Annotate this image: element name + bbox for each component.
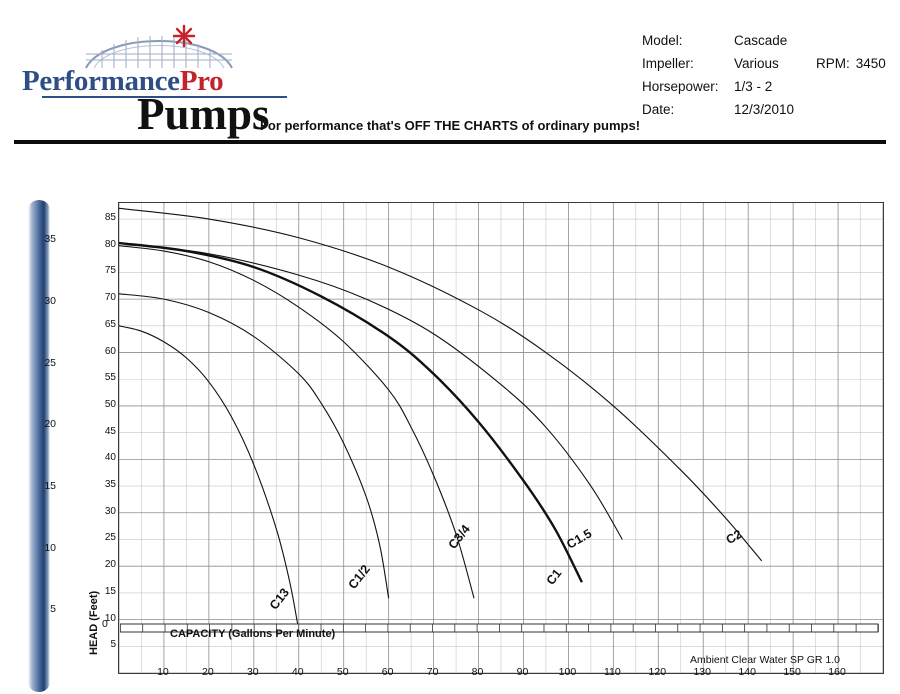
head-tick: 25 — [104, 532, 116, 544]
head-axis-label: HEAD (Feet) — [88, 590, 100, 655]
logo-brand-performance: Performance — [22, 65, 180, 97]
capacity-tick: 20 — [202, 666, 214, 678]
pressure-tick: 25 — [44, 356, 56, 369]
spec-row — [642, 76, 890, 97]
tagline: For performance that's OFF THE CHARTS of ordinary pumps! — [259, 118, 641, 133]
spec-label: Impeller: — [642, 56, 694, 71]
pressure-tick: 20 — [44, 418, 56, 431]
spec-extra-label — [816, 76, 854, 97]
capacity-tick: 140 — [738, 666, 756, 678]
capacity-tick: 150 — [783, 666, 801, 678]
spec-extra-value — [856, 99, 890, 120]
capacity-tick: 60 — [381, 666, 394, 678]
curve-C1 — [119, 243, 582, 582]
head-tick: 70 — [104, 292, 116, 304]
capacity-tick: 40 — [291, 666, 304, 678]
spec-value: 12/3/2010 — [734, 102, 795, 117]
pressure-tick: 30 — [44, 294, 56, 307]
pressure-tick: 10 — [44, 541, 56, 554]
red-star-icon — [174, 26, 194, 46]
capacity-axis-origin: 0 — [102, 618, 108, 630]
curve-label-C2: C2 — [723, 526, 745, 548]
spec-extra-value: 3450 — [855, 56, 886, 71]
spec-value: Various — [734, 56, 779, 71]
page-header — [0, 0, 900, 145]
head-tick: 65 — [104, 318, 116, 330]
spec-extra-value — [856, 30, 890, 51]
capacity-tick: 110 — [603, 666, 621, 678]
curve-label-C15: C1.5 — [564, 526, 595, 552]
curve-label-C13: C13 — [266, 585, 293, 613]
performance-chart — [0, 150, 900, 694]
pressure-tick: 35 — [44, 233, 56, 246]
curve-C15 — [119, 243, 622, 539]
head-tick: 10 — [104, 612, 116, 624]
spec-extra-label — [816, 30, 854, 51]
spec-value: Cascade — [734, 33, 788, 48]
spec-row — [642, 53, 890, 74]
head-tick: 60 — [104, 345, 116, 357]
spec-label: Model: — [642, 33, 683, 48]
capacity-tick: 50 — [336, 666, 349, 678]
head-tick: 20 — [104, 559, 116, 571]
spec-row — [642, 99, 890, 120]
arch-bridge-icon — [84, 24, 234, 70]
curve-label-C12: C1/2 — [345, 562, 373, 592]
spec-label: Horsepower: — [642, 79, 719, 94]
logo-brand-pumps: Pumps — [137, 89, 270, 139]
curve-C2 — [119, 208, 762, 560]
capacity-tick: 10 — [157, 666, 169, 678]
capacity-tick: 90 — [516, 666, 529, 678]
spec-label: Date: — [642, 102, 675, 117]
pressure-tick: 5 — [50, 603, 56, 616]
curve-label-C34: C3/4 — [445, 522, 473, 552]
capacity-tick: 70 — [426, 666, 439, 678]
head-tick: 80 — [104, 238, 116, 250]
head-tick: 50 — [104, 398, 116, 410]
curve-C34 — [119, 246, 474, 599]
spec-extra-label — [816, 99, 854, 120]
head-tick: 45 — [104, 425, 116, 437]
pressure-gradient-bar — [28, 200, 50, 692]
spec-row — [642, 30, 890, 51]
spec-extra-value — [856, 76, 890, 97]
capacity-tick: 80 — [471, 666, 484, 678]
pressure-tick: 15 — [44, 479, 56, 492]
capacity-tick: 100 — [558, 666, 577, 678]
capacity-tick: 160 — [828, 666, 846, 678]
spec-extra-label: RPM: — [816, 56, 850, 71]
company-logo — [22, 18, 302, 139]
capacity-tick: 130 — [693, 666, 711, 678]
plot-svg — [119, 203, 883, 673]
spec-table — [640, 28, 892, 122]
capacity-tick: 120 — [648, 666, 667, 678]
spec-value: 1/3 - 2 — [734, 79, 773, 94]
head-tick: 35 — [104, 479, 116, 491]
head-tick: 15 — [104, 585, 116, 597]
header-divider — [14, 140, 886, 144]
chart-footnote: Ambient Clear Water SP GR 1.0 — [690, 654, 840, 666]
plot-area — [118, 202, 884, 674]
head-tick: 40 — [104, 452, 116, 464]
curve-label-C1: C1 — [543, 566, 565, 588]
head-tick: 85 — [104, 212, 116, 224]
head-tick: 75 — [104, 265, 116, 277]
capacity-axis-label: CAPACITY (Gallons Per Minute) — [170, 628, 336, 640]
logo-brand-pro: Pro — [179, 65, 224, 97]
head-tick: 5 — [110, 639, 116, 651]
capacity-tick: 30 — [246, 666, 259, 678]
head-tick: 30 — [104, 505, 116, 517]
head-tick: 55 — [104, 372, 116, 384]
